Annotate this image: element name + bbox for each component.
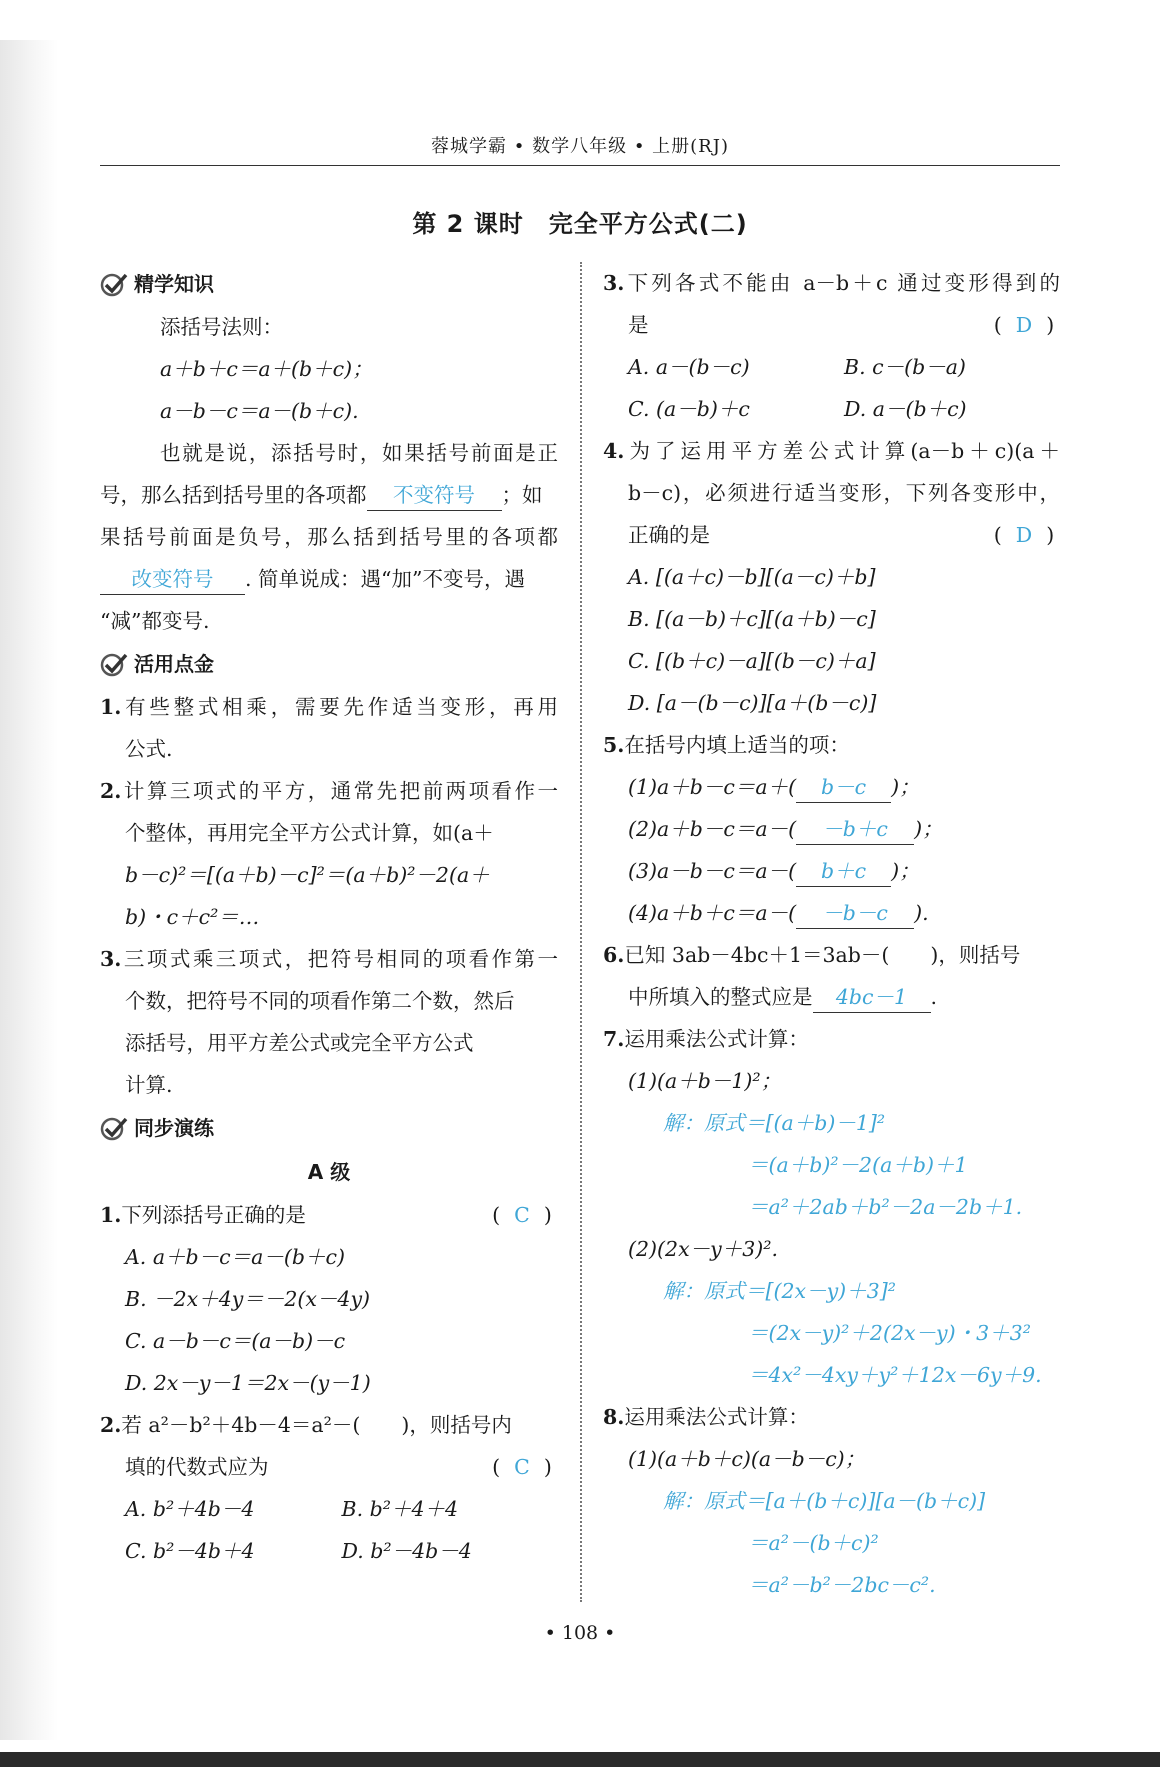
paragraph-line: 号，那么括到括号里的各项都 不变符号 ；如 — [100, 474, 558, 516]
sub-question: (2)(2x－y＋3)². — [628, 1237, 778, 1261]
tip-line: 3.三项式乘三项式，把符号相同的项看作第一 — [100, 947, 558, 971]
option-b: B. c－(b－a) — [844, 355, 966, 379]
section-title: 精学知识 — [134, 272, 214, 296]
options-row — [100, 1530, 558, 1572]
question-2: 2.若 a²－b²＋4b－4＝a²－( )，则括号内 — [100, 1413, 512, 1437]
question-6-cont: 中所填入的整式应是 4bc－1 . — [603, 976, 1060, 1018]
question-4: 4.为了运用平方差公式计算(a－b＋c)(a＋ — [603, 439, 1060, 463]
options-row — [100, 1488, 558, 1530]
running-header: 蓉城学霸 • 数学八年级 • 上册(RJ) — [431, 136, 729, 157]
option-a: A. b²＋4b－4 — [125, 1497, 255, 1521]
solution-line: ＝4x²－4xy＋y²＋12x－6y＋9. — [748, 1363, 1042, 1387]
tip-line: b－c)²＝[(a＋b)－c]²＝(a＋b)²－2(a＋ — [125, 863, 490, 887]
sub-question: (4)a＋b＋c＝a－( －b－c ). — [603, 892, 1060, 934]
fill-blank-answer: －b＋c — [796, 814, 914, 845]
section-heading-knowledge — [100, 262, 558, 306]
solution-line: ＝(a＋b)²－2(a＋b)＋1 — [748, 1153, 968, 1177]
question-2-cont: 填的代数式应为 ( C ) — [100, 1446, 558, 1488]
question-8: 8.运用乘法公式计算： — [603, 1405, 809, 1429]
option-c: C. (a－b)＋c — [628, 397, 750, 421]
fill-blank-answer: b－c — [796, 772, 891, 803]
solution-line: ＝(2x－y)²＋2(2x－y)・3＋3² — [748, 1321, 1031, 1345]
check-badge-icon — [100, 651, 128, 677]
sub-question: (2)a＋b－c＝a－( －b＋c )； — [603, 808, 1060, 850]
tip-line: b)・c＋c²＝… — [125, 905, 260, 929]
left-column — [100, 262, 558, 1572]
check-badge-icon — [100, 1115, 128, 1141]
option-c: C. [(b＋c)－a][(b－c)＋a] — [628, 649, 876, 673]
answer-bracket: ( C ) — [492, 1203, 552, 1227]
section-title: 活用点金 — [134, 652, 214, 676]
solution-line: ＝a²＋2ab＋b²－2a－2b＋1. — [748, 1195, 1023, 1219]
option-a: A. a＋b－c＝a－(b＋c) — [125, 1245, 345, 1269]
page-shadow-bottom — [0, 1752, 1160, 1767]
solution-line: ＝a²－(b＋c)² — [748, 1531, 879, 1555]
question-6: 6.已知 3ab－4bc＋1＝3ab－( )，则括号 — [603, 943, 1021, 967]
sub-question: (1)(a＋b＋c)(a－b－c)； — [628, 1447, 866, 1471]
section-heading-tips — [100, 642, 558, 686]
solution-line: 解：原式＝[a＋(b＋c)][a－(b＋c)] — [663, 1489, 986, 1513]
option-d: D. a－(b＋c) — [844, 397, 967, 421]
sub-question: (1)a＋b－c＝a＋( b－c )； — [603, 766, 1060, 808]
tip-line: 2.计算三项式的平方，通常先把前两项看作一 — [100, 779, 558, 803]
solution-line: ＝a²－b²－2bc－c². — [748, 1573, 936, 1597]
section-heading-practice — [100, 1106, 558, 1150]
answer-bracket: ( D ) — [993, 313, 1055, 337]
question-7: 7.运用乘法公式计算： — [603, 1027, 809, 1051]
fill-blank-answer: 4bc－1 — [813, 982, 931, 1013]
page-shadow-left — [0, 40, 58, 1740]
fill-blank-answer: 改变符号 — [100, 564, 245, 595]
options-row — [603, 388, 1060, 430]
fill-blank-answer: 不变符号 — [367, 480, 502, 511]
option-d: D. 2x－y－1＝2x－(y－1) — [125, 1371, 371, 1395]
answer-bracket: ( C ) — [492, 1455, 552, 1479]
question-4-cont: 正确的是 ( D ) — [603, 514, 1060, 556]
tip-line: 个数，把符号不同的项看作第二个数，然后 — [125, 989, 515, 1013]
fill-blank-answer: b＋c — [796, 856, 891, 887]
check-badge-icon — [100, 271, 128, 297]
answer-bracket: ( D ) — [993, 523, 1055, 547]
option-d: D. [a－(b－c)][a＋(b－c)] — [628, 691, 877, 715]
sub-question: (3)a－b－c＝a－( b＋c )； — [603, 850, 1060, 892]
option-b: B. [(a－b)＋c][(a＋b)－c] — [628, 607, 876, 631]
tip-line: 公式. — [125, 737, 173, 761]
header-rule — [100, 165, 1060, 166]
tip-line: 个整体，再用完全平方公式计算，如(a＋ — [125, 821, 494, 845]
tip-line: 添括号，用平方差公式或完全平方公式 — [125, 1031, 474, 1055]
level-heading: A 级 — [307, 1160, 351, 1184]
lesson-title: 第 2 课时 完全平方公式(二) — [412, 210, 748, 238]
options-row — [603, 346, 1060, 388]
solution-line: 解：原式＝[(2x－y)＋3]² — [663, 1279, 896, 1303]
option-d: D. b²－4b－4 — [341, 1539, 472, 1563]
tip-line: 计算. — [125, 1073, 173, 1097]
fill-blank-answer: －b－c — [796, 898, 914, 929]
question-1: 1.下列添括号正确的是 ( C ) — [100, 1194, 558, 1236]
rule-label: 添括号法则： — [160, 315, 283, 339]
tip-line: 1.有些整式相乘，需要先作适当变形，再用 — [100, 695, 558, 719]
right-column — [603, 262, 1060, 1606]
section-title: 同步演练 — [134, 1116, 214, 1140]
rule-formula-2: a－b－c＝a－(b＋c). — [160, 399, 359, 423]
paragraph-line: 也就是说，添括号时，如果括号前面是正 — [160, 441, 558, 465]
question-3-cont: 是 ( D ) — [603, 304, 1060, 346]
paragraph-line: “减”都变号. — [100, 609, 210, 633]
option-c: C. b²－4b＋4 — [125, 1539, 255, 1563]
rule-formula-1: a＋b＋c＝a＋(b＋c)； — [160, 357, 373, 381]
option-a: A. [(a＋c)－b][(a－c)＋b] — [628, 565, 876, 589]
option-b: B. b²＋4＋4 — [341, 1497, 459, 1521]
question-4-cont: b－c)，必须进行适当变形，下列各变形中， — [628, 481, 1060, 505]
solution-line: 解：原式＝[(a＋b)－1]² — [663, 1111, 886, 1135]
page-number: • 108 • — [544, 1622, 616, 1644]
sub-question: (1)(a＋b－1)²； — [628, 1069, 782, 1093]
question-5: 5.在括号内填上适当的项： — [603, 733, 850, 757]
option-c: C. a－b－c＝(a－b)－c — [125, 1329, 346, 1353]
option-a: A. a－(b－c) — [628, 355, 750, 379]
option-b: B. －2x＋4y＝－2(x－4y) — [125, 1287, 371, 1311]
question-3: 3.下列各式不能由 a－b＋c 通过变形得到的 — [603, 271, 1060, 295]
paragraph-line: 果括号前面是负号，那么括到括号里的各项都 — [100, 525, 558, 549]
paragraph-line: 改变符号 . 简单说成：遇“加”不变号，遇 — [100, 558, 558, 600]
column-divider — [580, 262, 582, 1602]
